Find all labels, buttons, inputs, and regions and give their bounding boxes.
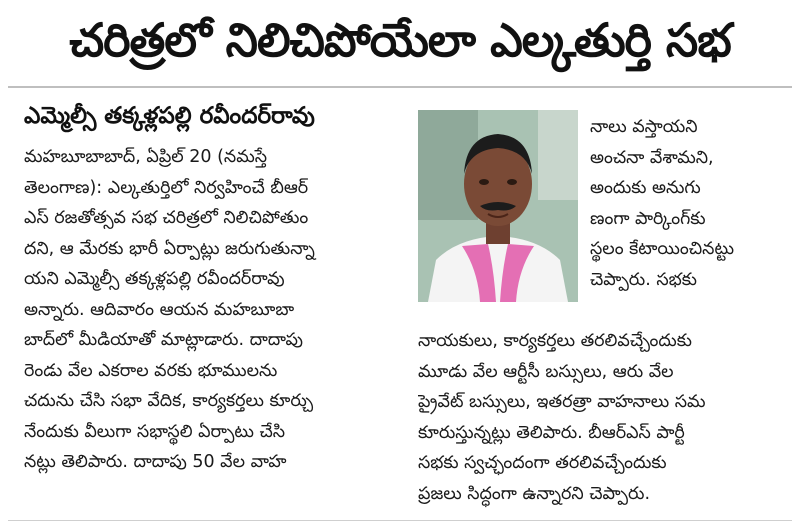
body-line: దని, ఆ మేరకు భారీ ఏర్పాట్లు జరుగుతున్నా [24, 238, 315, 259]
body-line: యని ఎమ్మెల్సీ తక్కళ్లపల్లి రవీందర్‌రావు [24, 269, 285, 289]
body-line: ప్రైవేట్ బస్సులు, ఇతరత్రా వాహనాలు సమ [418, 392, 706, 412]
body-line: తెలంగాణ): ఎల్కతుర్తిలో నిర్వహించే బీఆర్ [24, 177, 309, 198]
headline-divider [8, 86, 792, 88]
body-line: అన్నారు. ఆదివారం ఆయన మహబూబా [24, 299, 295, 320]
article-body-right-column [418, 326, 784, 509]
body-line: ణంగా పార్కింగ్‌కు [590, 208, 706, 229]
byline: ఎమ్మెల్సీ తక్కళ్లపల్లి రవీందర్‌రావు [24, 103, 315, 129]
body-line: రెండు వేల ఎకరాల వరకు భూములను [24, 360, 278, 381]
body-line: మూడు వేల ఆర్టీసీ బస్సులు, ఆరు వేల [418, 361, 674, 382]
body-line: బాద్‌లో మీడియాతో మాట్లాడారు. దాదాపు [24, 330, 303, 350]
body-line: చదును చేసి సభా వేదిక, కార్యకర్తలు కూర్చు [24, 391, 314, 411]
body-line: అందుకు అనుగు [590, 178, 701, 198]
body-line: చెప్పారు. సభకు [590, 269, 697, 290]
body-line: స్థలం కేటాయించినట్టు [590, 239, 735, 259]
body-line: నాలు వస్తాయని [590, 117, 698, 137]
body-line: నాయకులు, కార్యకర్తలు తరలివచ్చేందుకు [418, 331, 692, 351]
body-line: నట్లు తెలిపారు. దాదాపు 50 వేల వాహ [24, 452, 287, 472]
body-line: మహబూబాబాద్, ఏప్రిల్ 20 (నమస్తే [24, 147, 268, 167]
headline: చరిత్రలో నిలిచిపోయేలా ఎల్కతుర్తి సభ [69, 13, 731, 67]
article-body-left-column [24, 142, 406, 478]
bottom-divider [8, 520, 792, 521]
body-line: కూరుస్తున్నట్లు తెలిపారు. బీఆర్ఎస్ పార్టీ [418, 422, 685, 443]
person-portrait-illustration [418, 110, 578, 302]
body-line: ప్రజలు సిద్ధంగా ఉన్నారని చెప్పారు. [418, 483, 651, 504]
body-line: నేందుకు వీలుగా సభాస్థలి ఏర్పాటు చేసి [24, 421, 286, 442]
person-photo [418, 110, 578, 302]
body-line: అంచనా వేశామని, [590, 147, 714, 168]
body-line: ఎస్ రజతోత్సవ సభ చరిత్రలో నిలిచిపోతుం [24, 208, 309, 228]
article-body-right-narrow-column [590, 112, 784, 295]
body-line: సభకు స్వచ్ఛందంగా తరలివచ్చేందుకు [418, 453, 667, 473]
